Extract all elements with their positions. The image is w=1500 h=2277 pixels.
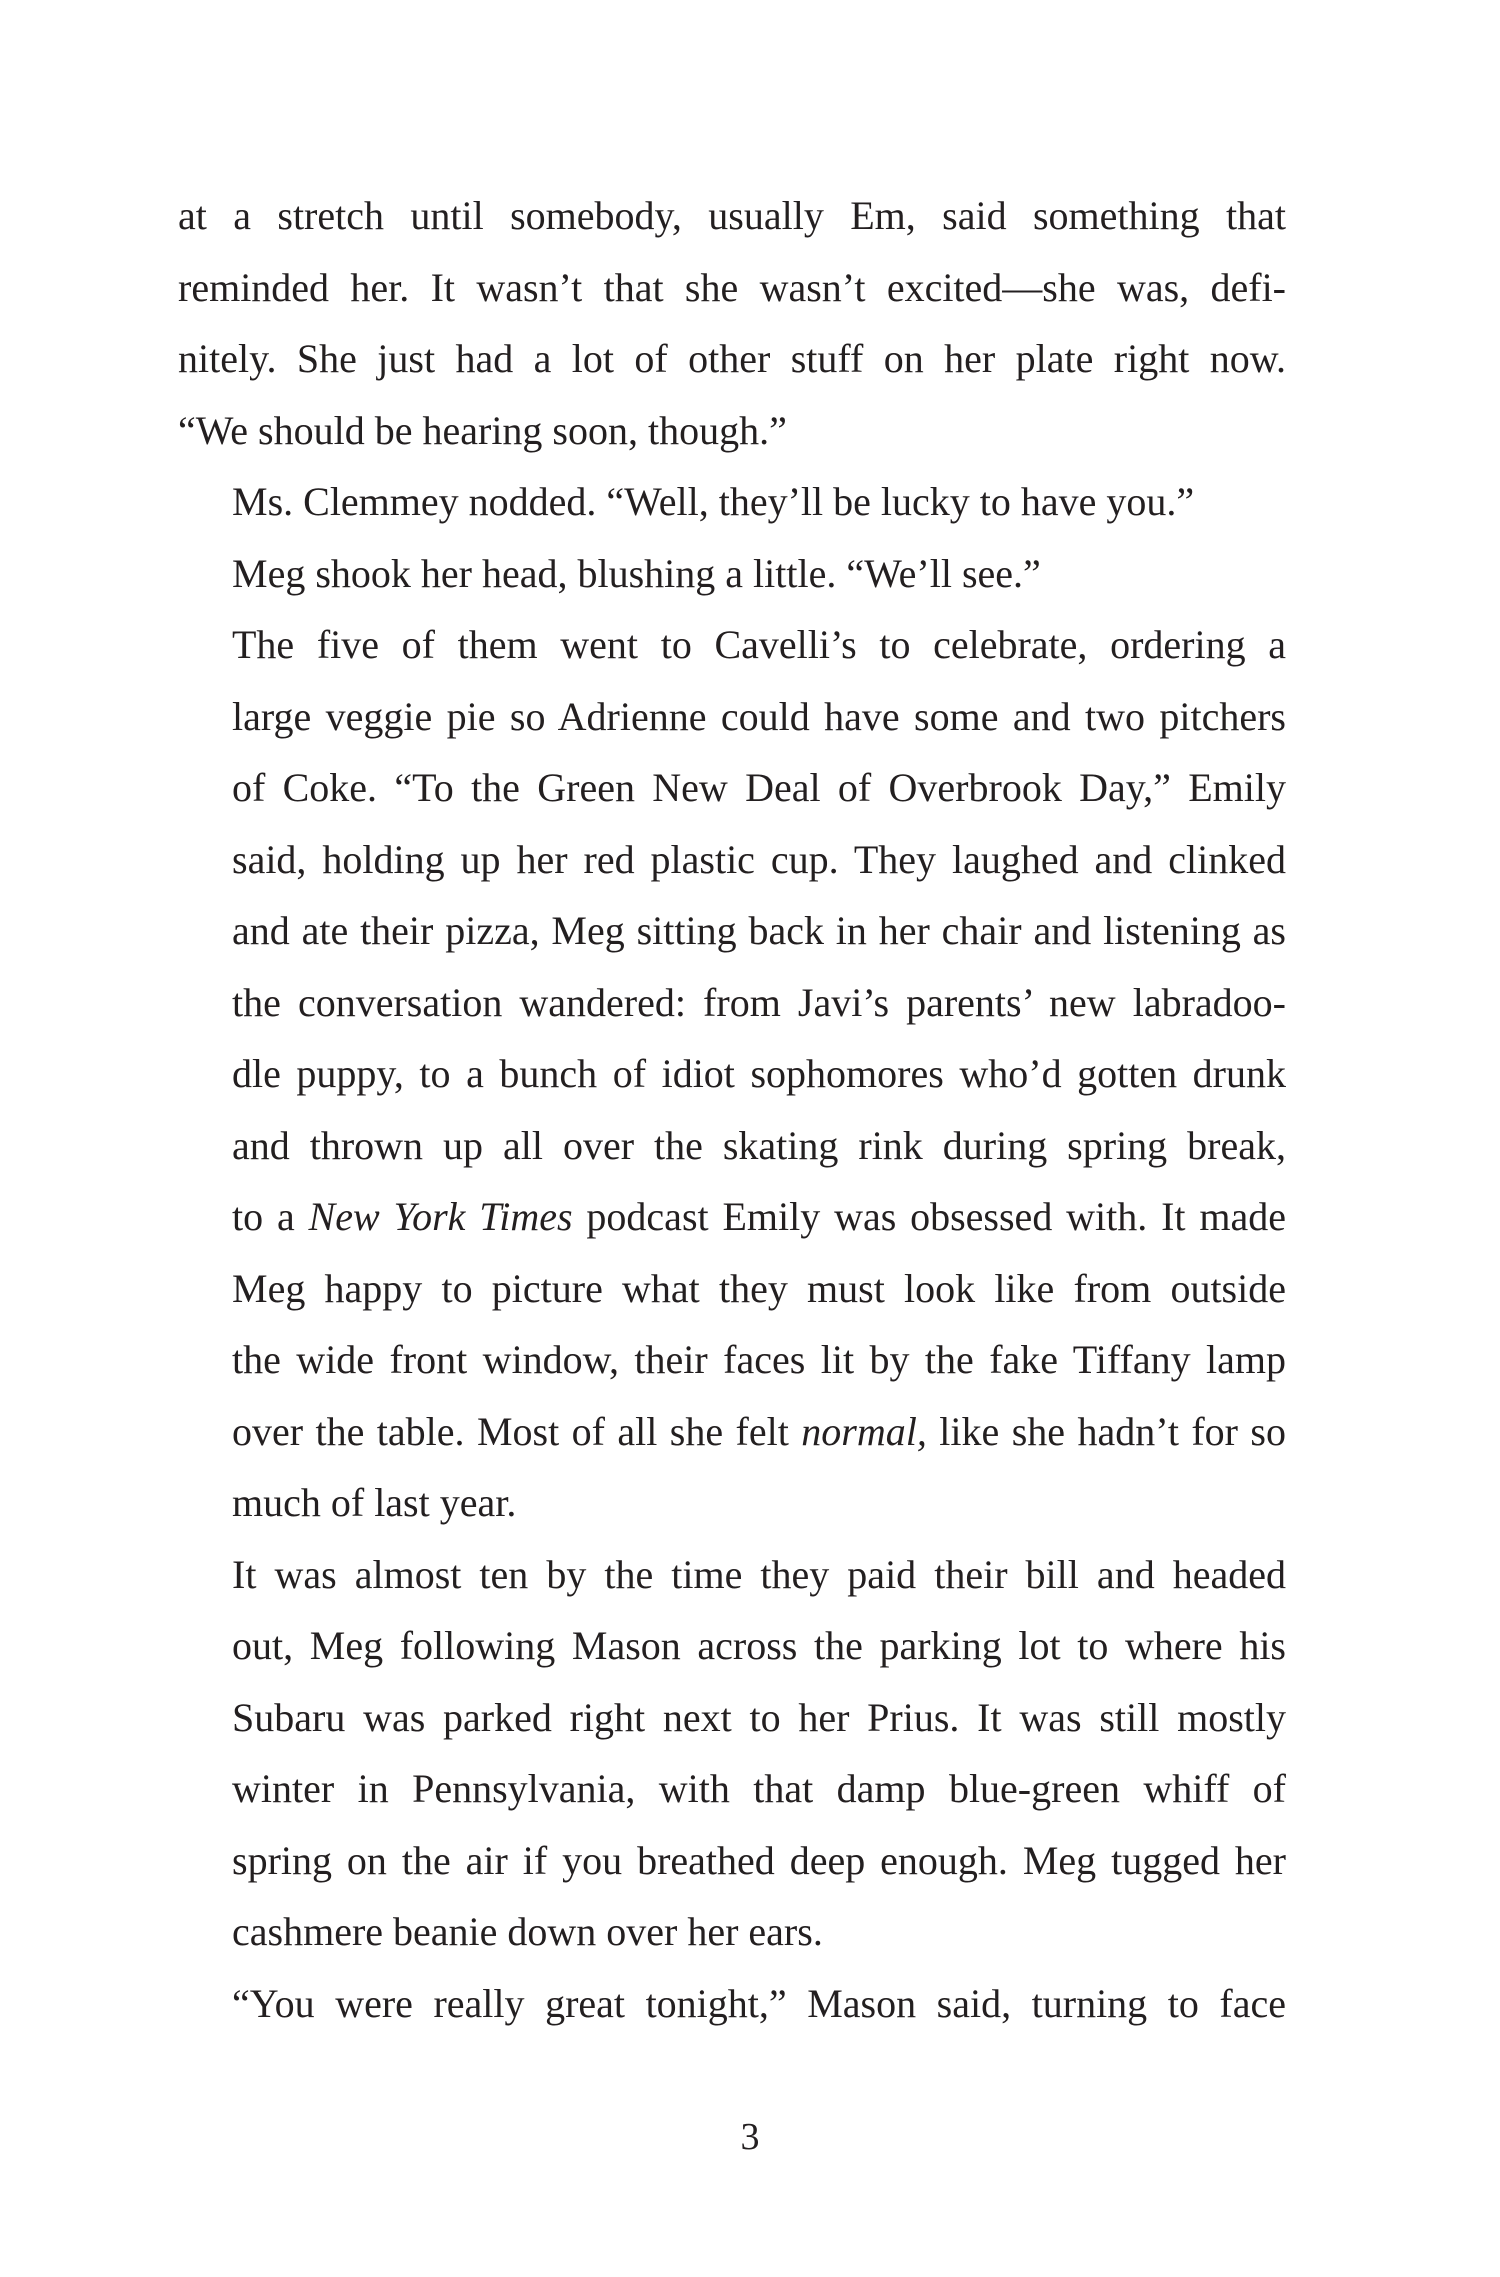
text-run: the wide front window, their faces lit by the fake Tiffany lamp bbox=[232, 1337, 1286, 1382]
text-line bbox=[178, 323, 1286, 395]
paragraph bbox=[178, 180, 1286, 466]
text-run: winter in Pennsylvania, with that damp blue-green whiff of bbox=[232, 1766, 1286, 1811]
italic-text: normal, bbox=[801, 1408, 927, 1454]
paragraph bbox=[178, 466, 1286, 538]
paragraph bbox=[178, 1539, 1286, 1968]
text-line bbox=[178, 681, 1286, 753]
text-run: podcast Emily was obsessed with. It made bbox=[572, 1194, 1286, 1239]
text-run: over the table. Most of all she felt bbox=[232, 1408, 802, 1454]
text-run: to a bbox=[232, 1194, 309, 1239]
text-line bbox=[178, 1825, 1286, 1897]
text-run: dle puppy, to a bunch of idiot sophomores who’d gotten drunk bbox=[232, 1051, 1286, 1096]
text-line bbox=[178, 395, 1286, 467]
text-line bbox=[178, 824, 1286, 896]
text-line bbox=[178, 1038, 1286, 1110]
text-run: Ms. Clemmey nodded. “Well, they’ll be lucky to have you.” bbox=[232, 479, 1195, 524]
text-line bbox=[178, 1968, 1286, 2040]
text-line bbox=[178, 967, 1286, 1039]
text-line bbox=[178, 1896, 1286, 1968]
text-line bbox=[178, 180, 1286, 252]
text-line bbox=[178, 538, 1286, 610]
text-line bbox=[178, 1110, 1286, 1182]
text-run: nitely. She just had a lot of other stuff on her plate right now. bbox=[178, 336, 1286, 381]
text-line bbox=[178, 895, 1286, 967]
text-run: of Coke. “To the Green New Deal of Overbrook Day,” Emily bbox=[232, 765, 1286, 810]
text-run: said, holding up her red plastic cup. They laughed and clinked bbox=[232, 836, 1286, 882]
text-line bbox=[178, 1682, 1286, 1754]
text-line bbox=[178, 1396, 1286, 1468]
text-line bbox=[178, 752, 1286, 824]
text-run: at a stretch until somebody, usually Em, said something that bbox=[178, 193, 1286, 238]
text-line bbox=[178, 609, 1286, 681]
text-run: cashmere beanie down over her ears. bbox=[232, 1909, 823, 1954]
text-line bbox=[178, 1467, 1286, 1539]
page-number: 3 bbox=[740, 2116, 760, 2158]
text-run: Meg happy to picture what they must look like from outside bbox=[232, 1265, 1286, 1311]
text-run: “We should be hearing soon, though.” bbox=[178, 407, 787, 453]
text-run: like she hadn’t for so bbox=[926, 1408, 1286, 1454]
text-run: out, Meg following Mason across the parking lot to where his bbox=[232, 1623, 1286, 1668]
text-line bbox=[178, 1539, 1286, 1611]
text-line bbox=[178, 1181, 1286, 1253]
text-run: the conversation wandered: from Javi’s parents’ new labradoo- bbox=[232, 979, 1286, 1025]
text-run: much of last year. bbox=[232, 1480, 517, 1525]
body-text bbox=[178, 180, 1286, 2039]
paragraph bbox=[178, 609, 1286, 1539]
text-run: and ate their pizza, Meg sitting back in her chair and listening as bbox=[232, 908, 1286, 953]
text-line bbox=[178, 466, 1286, 538]
text-line bbox=[178, 1610, 1286, 1682]
text-line bbox=[178, 1324, 1286, 1396]
text-run: The five of them went to Cavelli’s to celebrate, ordering a bbox=[232, 622, 1286, 667]
paragraph bbox=[178, 1968, 1286, 2040]
text-run: Meg shook her head, blushing a little. “We’ll see.” bbox=[232, 550, 1041, 596]
text-run: It was almost ten by the time they paid their bill and headed bbox=[232, 1551, 1286, 1597]
text-run: spring on the air if you breathed deep enough. Meg tugged her bbox=[232, 1837, 1286, 1883]
italic-text: New York Times bbox=[308, 1194, 573, 1239]
paragraph bbox=[178, 538, 1286, 610]
text-line bbox=[178, 1253, 1286, 1325]
text-line bbox=[178, 1753, 1286, 1825]
text-line bbox=[178, 252, 1286, 324]
text-run: “You were really great tonight,” Mason said, turning to face bbox=[232, 1980, 1286, 2026]
text-run: Subaru was parked right next to her Prius. It was still mostly bbox=[232, 1694, 1286, 1740]
text-run: large veggie pie so Adrienne could have some and two pitchers bbox=[232, 693, 1286, 739]
text-run: reminded her. It wasn’t that she wasn’t excited—she was, defi- bbox=[178, 264, 1286, 310]
text-run: and thrown up all over the skating rink during spring break, bbox=[232, 1122, 1286, 1168]
